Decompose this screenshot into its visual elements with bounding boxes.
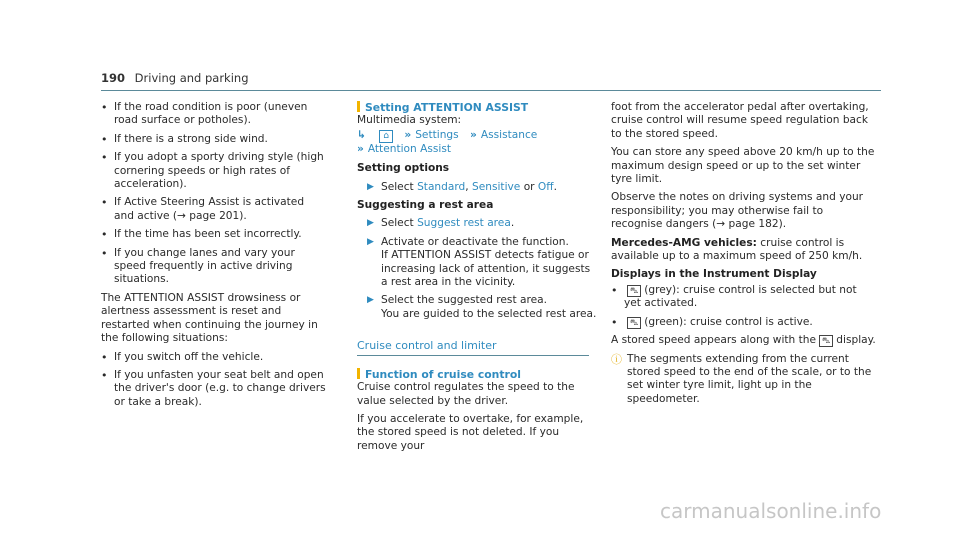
list-item: • If you change lanes and vary your speed frequently in active driving situations.: [101, 246, 295, 286]
condition-list: [101, 101, 326, 287]
column-2: [357, 101, 597, 458]
amg-paragraph: Mercedes-AMG vehicles: cruise control is available up to a maximum speed of 250 km/h.: [611, 236, 863, 263]
list-item: • If you adopt a sporty driving style (high cornering speeds or high rates of acceleration).: [101, 151, 324, 191]
system-label: Multimedia system:: [357, 114, 462, 127]
home-icon[interactable]: ⌂: [379, 130, 393, 143]
step-select-option: ▶ Select Standard, Sensitive or Off.: [367, 180, 557, 193]
reset-list: [101, 351, 326, 410]
list-item: • If you unfasten your seat belt and open the driver's door (e.g. to change drivers or take a break).: [101, 368, 326, 408]
chevron-double-icon: »: [404, 128, 412, 141]
display-heading: Displays in the Instrument Display: [611, 268, 817, 281]
step-select-rest-area: ▶ Select the suggested rest area. You are guided to the selected rest area.: [367, 294, 597, 320]
column-3: [611, 101, 876, 406]
suggest-rest-area-link[interactable]: Suggest rest area: [417, 217, 511, 230]
page-header: [101, 72, 249, 85]
list-item: • If there is a strong side wind.: [101, 132, 268, 146]
stored-speed-text: A stored speed appears along with the ⛍ display.: [611, 334, 876, 347]
nav-path-2: [357, 143, 597, 156]
paragraph-1: foot from the accelerator pedal after overtaking, cruise control will resume speed regulation back to the stored speed.: [611, 101, 869, 140]
options-heading: Setting options: [357, 162, 450, 175]
function-heading: Function of cruise control: [357, 368, 597, 381]
rest-area-heading: Suggesting a rest area: [357, 199, 494, 212]
chevron-double-icon: »: [357, 142, 364, 155]
option-off[interactable]: Off: [537, 180, 554, 193]
step-activate: ▶ Activate or deactivate the function. If ATTENTION ASSIST detects fatigue or increasing lack of attention, it suggests a rest area in the vicinity.: [367, 235, 591, 289]
page-number: 190: [101, 71, 126, 85]
function-text-2: If you accelerate to overtake, for example, the stored speed is not deleted. If you remove your: [357, 412, 584, 452]
note: ⓘ The segments extending from the current stored speed to the end of the scale, or to the set winter tyre limit, light up in the speedometer.: [611, 352, 872, 405]
nav-settings[interactable]: Settings: [415, 128, 459, 141]
step-arrow-icon: ▶: [367, 236, 374, 247]
nav-attention-assist[interactable]: Attention Assist: [367, 142, 452, 155]
info-icon: ⓘ: [611, 352, 622, 366]
paragraph-2: You can store any speed above 20 km/h up to the maximum design speed or up to the set winter tyre limit.: [611, 146, 875, 186]
nav-assistance[interactable]: Assistance: [480, 128, 538, 141]
cruise-control-icon: ⛍: [627, 285, 641, 297]
option-sensitive[interactable]: Sensitive: [472, 180, 521, 193]
step-arrow-icon: ▶: [367, 218, 374, 229]
step-suggest: ▶ Select Suggest rest area.: [367, 217, 515, 230]
list-item: • If Active Steering Assist is activated and active (→ page 201).: [101, 196, 305, 222]
cruise-control-icon: ⛍: [819, 335, 833, 347]
step-arrow-icon: ▶: [367, 295, 374, 306]
list-item: • ⛍ (grey): cruise control is selected but not yet activated.: [611, 283, 857, 310]
chevron-double-icon: »: [470, 128, 477, 141]
header-rule: [101, 90, 881, 91]
list-item: • If you switch off the vehicle.: [101, 350, 264, 364]
column-1: [101, 101, 326, 414]
display-list: [611, 284, 876, 329]
setting-heading: Setting ATTENTION ASSIST: [357, 101, 597, 114]
reset-paragraph: The ATTENTION ASSIST drowsiness or alertness assessment is reset and restarted when continuing the journey in the following situations:: [101, 291, 318, 345]
list-item: • If the time has been set incorrectly.: [101, 228, 302, 242]
step-arrow-icon: ▶: [367, 181, 374, 192]
function-text-1: Cruise control regulates the speed to the value selected by the driver.: [357, 381, 575, 407]
page-section-title: Driving and parking: [134, 71, 249, 85]
list-item: • If the road condition is poor (uneven road surface or potholes).: [101, 101, 308, 127]
option-standard[interactable]: Standard: [417, 180, 466, 193]
cruise-control-icon: ⛍: [627, 317, 641, 329]
list-item: • ⛍ (green): cruise control is active.: [611, 315, 813, 329]
section-title: Cruise control and limiter: [357, 339, 589, 355]
return-arrow-icon: ↳: [357, 128, 366, 141]
paragraph-3: Observe the notes on driving systems and your responsibility; you may otherwise fail to recognise dangers (→ page 182).: [611, 191, 864, 231]
watermark: carmanualsonline.info: [660, 499, 882, 523]
nav-path: [357, 129, 597, 143]
